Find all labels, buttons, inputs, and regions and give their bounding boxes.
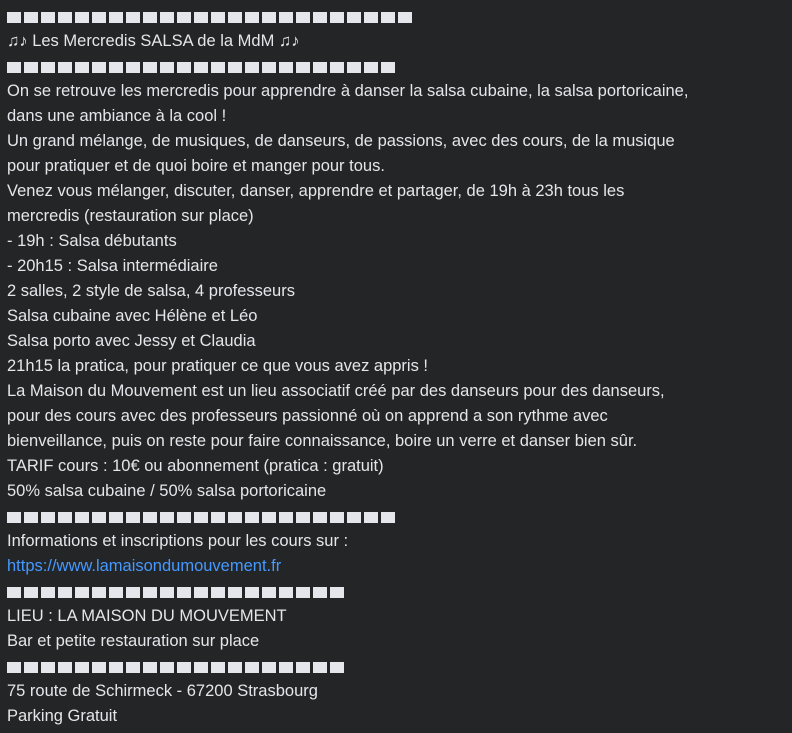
divider-block xyxy=(24,512,38,523)
divider-block xyxy=(75,587,89,598)
divider-block xyxy=(41,662,55,673)
divider-block xyxy=(41,12,55,23)
text-line: 2 salles, 2 style de salsa, 4 professeurs xyxy=(7,282,295,300)
divider-block xyxy=(279,512,293,523)
divider-block xyxy=(347,512,361,523)
divider-block xyxy=(109,662,123,673)
divider-block xyxy=(75,62,89,73)
divider-block xyxy=(211,662,225,673)
divider-block xyxy=(41,512,55,523)
divider-block xyxy=(279,12,293,23)
divider-block xyxy=(194,662,208,673)
divider-1 xyxy=(7,4,787,29)
divider-block xyxy=(109,62,123,73)
divider-block xyxy=(109,512,123,523)
divider-block xyxy=(364,12,378,23)
text-line: La Maison du Mouvement est un lieu associatif créé par des danseurs pour des danseurs, xyxy=(7,382,665,400)
divider-block xyxy=(109,587,123,598)
divider-block xyxy=(41,587,55,598)
divider-block xyxy=(228,12,242,23)
divider-block xyxy=(7,62,21,73)
divider-block xyxy=(7,12,21,23)
divider-block xyxy=(194,512,208,523)
divider-block xyxy=(7,587,21,598)
divider-block xyxy=(398,12,412,23)
info-text: Informations et inscriptions pour les cours sur : xyxy=(7,532,349,550)
divider-block xyxy=(194,587,208,598)
divider-block xyxy=(92,587,106,598)
divider-block xyxy=(7,662,21,673)
divider-block xyxy=(211,587,225,598)
website-link[interactable]: https://www.lamaisondumouvement.fr xyxy=(7,557,282,575)
divider-block xyxy=(262,12,276,23)
divider-block xyxy=(262,587,276,598)
divider-block xyxy=(262,662,276,673)
divider-block xyxy=(126,587,140,598)
divider-block xyxy=(347,62,361,73)
divider-block xyxy=(381,512,395,523)
divider-block xyxy=(160,12,174,23)
divider-block xyxy=(279,587,293,598)
divider-block xyxy=(92,662,106,673)
divider-block xyxy=(160,512,174,523)
text-line: Salsa cubaine avec Hélène et Léo xyxy=(7,307,258,325)
venue-bar: Bar et petite restauration sur place xyxy=(7,632,260,650)
divider-block xyxy=(245,662,259,673)
divider-block xyxy=(109,12,123,23)
divider-block xyxy=(160,62,174,73)
divider-block xyxy=(296,12,310,23)
divider-block xyxy=(262,62,276,73)
divider-block xyxy=(177,62,191,73)
divider-block xyxy=(177,12,191,23)
divider-block xyxy=(330,662,344,673)
divider-block xyxy=(24,587,38,598)
divider-block xyxy=(143,62,157,73)
divider-2 xyxy=(7,54,787,79)
divider-block xyxy=(313,62,327,73)
divider-block xyxy=(245,62,259,73)
divider-block xyxy=(228,512,242,523)
divider-block xyxy=(126,12,140,23)
divider-block xyxy=(24,12,38,23)
divider-block xyxy=(262,512,276,523)
text-line: On se retrouve les mercredis pour apprendre à danser la salsa cubaine, la salsa portoricaine, xyxy=(7,82,689,100)
divider-block xyxy=(24,662,38,673)
divider-block xyxy=(143,512,157,523)
text-line: Un grand mélange, de musiques, de danseurs, de passions, avec des cours, de la musique xyxy=(7,132,675,150)
text-line: pour pratiquer et de quoi boire et manger pour tous. xyxy=(7,157,385,175)
divider-block xyxy=(245,512,259,523)
divider-block xyxy=(58,512,72,523)
divider-block xyxy=(7,512,21,523)
divider-block xyxy=(92,12,106,23)
text-line: 21h15 la pratica, pour pratiquer ce que vous avez appris ! xyxy=(7,357,429,375)
divider-block xyxy=(313,512,327,523)
divider-block xyxy=(381,62,395,73)
divider-block xyxy=(160,587,174,598)
schedule-item: - 19h : Salsa débutants xyxy=(7,232,177,250)
divider-block xyxy=(364,62,378,73)
parking: Parking Gratuit xyxy=(7,707,118,725)
text-line: Salsa porto avec Jessy et Claudia xyxy=(7,332,256,350)
divider-block xyxy=(228,62,242,73)
divider-block xyxy=(330,12,344,23)
divider-block xyxy=(211,512,225,523)
divider-block xyxy=(313,12,327,23)
divider-block xyxy=(330,512,344,523)
divider-block xyxy=(92,62,106,73)
divider-block xyxy=(58,62,72,73)
divider-5 xyxy=(7,654,787,679)
divider-block xyxy=(58,12,72,23)
divider-block xyxy=(126,662,140,673)
divider-block xyxy=(160,662,174,673)
text-line: Venez vous mélanger, discuter, danser, apprendre et partager, de 19h à 23h tous les xyxy=(7,182,625,200)
text-line: pour des cours avec des professeurs passionné où on apprend a son rythme avec xyxy=(7,407,608,425)
divider-block xyxy=(126,62,140,73)
divider-block xyxy=(381,12,395,23)
divider-block xyxy=(296,512,310,523)
divider-block xyxy=(143,12,157,23)
divider-block xyxy=(177,512,191,523)
divider-block xyxy=(228,587,242,598)
schedule-item: - 20h15 : Salsa intermédiaire xyxy=(7,257,218,275)
divider-block xyxy=(41,62,55,73)
divider-block xyxy=(126,512,140,523)
divider-block xyxy=(24,62,38,73)
divider-block xyxy=(279,62,293,73)
text-line: bienveillance, puis on reste pour faire connaissance, boire un verre et danser bien sûr. xyxy=(7,432,638,450)
post-title: ♫♪ Les Mercredis SALSA de la MdM ♫♪ xyxy=(7,32,300,50)
divider-block xyxy=(75,12,89,23)
divider-block xyxy=(296,587,310,598)
divider-3 xyxy=(7,504,787,529)
divider-block xyxy=(75,662,89,673)
text-line: mercredis (restauration sur place) xyxy=(7,207,254,225)
divider-block xyxy=(143,662,157,673)
divider-block xyxy=(143,587,157,598)
divider-block xyxy=(75,512,89,523)
address: 75 route de Schirmeck - 67200 Strasbourg xyxy=(7,682,318,700)
divider-block xyxy=(296,62,310,73)
post-body xyxy=(7,4,787,729)
divider-block xyxy=(364,512,378,523)
divider-block xyxy=(177,587,191,598)
divider-block xyxy=(245,587,259,598)
divider-block xyxy=(313,587,327,598)
divider-block xyxy=(177,662,191,673)
divider-block xyxy=(296,662,310,673)
divider-block xyxy=(228,662,242,673)
divider-block xyxy=(194,12,208,23)
divider-block xyxy=(347,12,361,23)
divider-block xyxy=(58,662,72,673)
venue-name: LIEU : LA MAISON DU MOUVEMENT xyxy=(7,607,287,625)
divider-block xyxy=(330,62,344,73)
divider-block xyxy=(211,12,225,23)
divider-block xyxy=(58,587,72,598)
divider-4 xyxy=(7,579,787,604)
divider-block xyxy=(279,662,293,673)
divider-block xyxy=(92,512,106,523)
text-line: 50% salsa cubaine / 50% salsa portoricaine xyxy=(7,482,327,500)
divider-block xyxy=(313,662,327,673)
text-line: dans une ambiance à la cool ! xyxy=(7,107,227,125)
divider-block xyxy=(194,62,208,73)
divider-block xyxy=(245,12,259,23)
price-line: TARIF cours : 10€ ou abonnement (pratica : gratuit) xyxy=(7,457,384,475)
divider-block xyxy=(211,62,225,73)
divider-block xyxy=(330,587,344,598)
